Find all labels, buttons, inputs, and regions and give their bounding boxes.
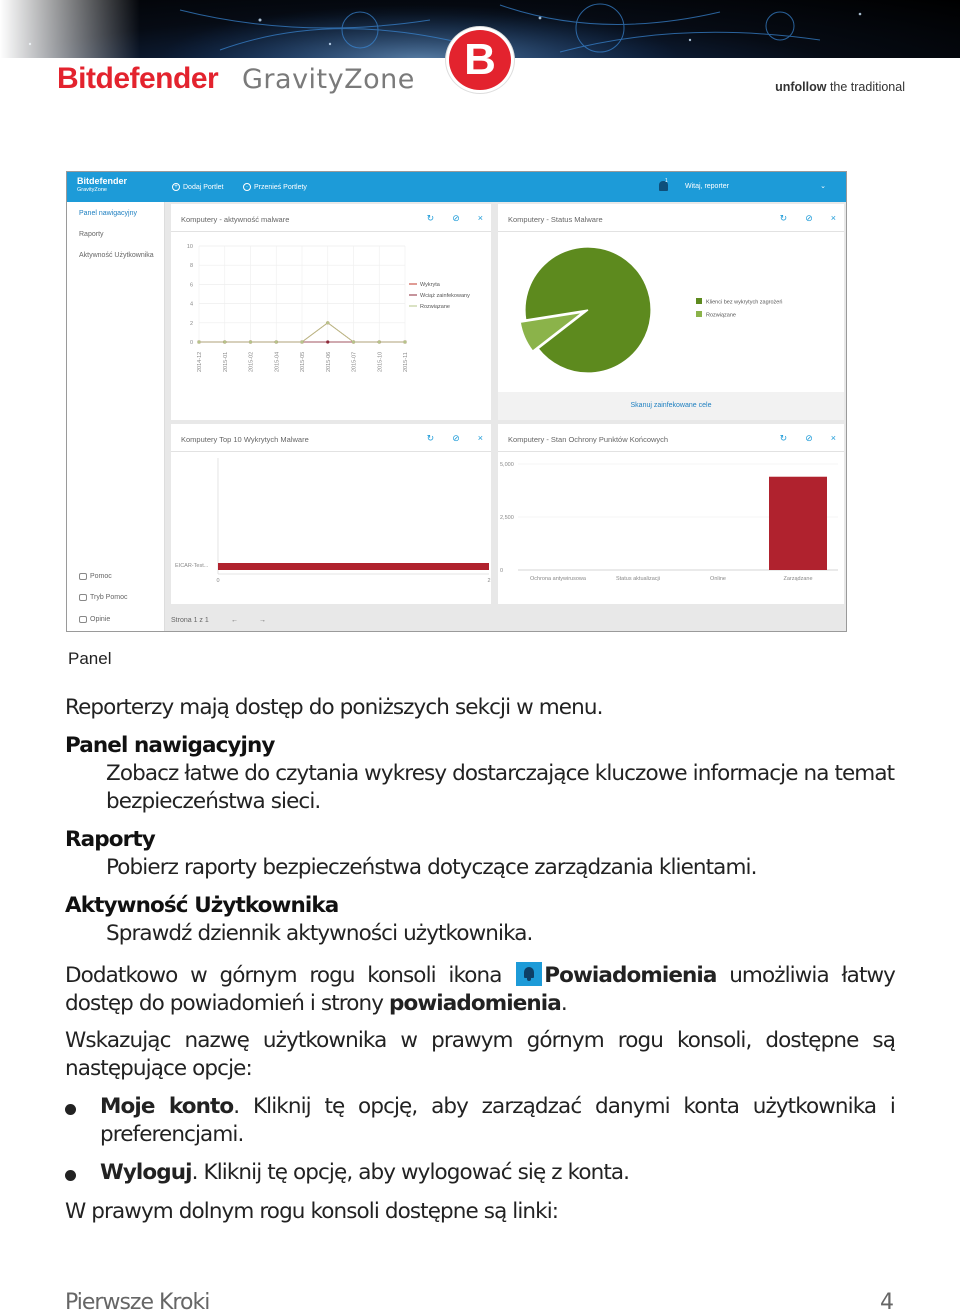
tagline bbox=[775, 80, 905, 94]
x-tick-label: 2014-12 bbox=[197, 351, 203, 372]
data-point bbox=[326, 340, 329, 343]
console-sidebar bbox=[67, 202, 165, 632]
data-point bbox=[326, 321, 329, 324]
add-portlet-button[interactable] bbox=[172, 183, 223, 191]
tagline-bold: unfollow bbox=[775, 80, 827, 94]
y-tick-label: 6 bbox=[189, 282, 193, 289]
portlet-tools bbox=[427, 433, 483, 444]
sidebar-feedback-label: Opinie bbox=[90, 616, 111, 623]
headset-icon bbox=[79, 573, 87, 580]
portlet-title: Komputery - Stan Ochrony Punktów Końcowych bbox=[508, 435, 669, 444]
portlet-title: Komputery - Status Malware bbox=[508, 215, 603, 224]
y-tick-label: 2 bbox=[189, 320, 193, 327]
tagline-rest: the traditional bbox=[826, 80, 905, 94]
y-tick-label: 0 bbox=[189, 340, 193, 346]
category-label: Zarządzane bbox=[783, 576, 813, 582]
notif-mid: umożliwia łatwy dostęp do powiadomień i strony bbox=[65, 963, 895, 1016]
plus-icon: + bbox=[172, 183, 180, 191]
y-tick-label: 8 bbox=[189, 263, 193, 270]
portlet-malware-activity bbox=[171, 204, 491, 420]
bullet-text: . Kliknij tę opcję, aby zarządzać danymi konta użytkownika i preferencjami. bbox=[100, 1094, 895, 1147]
user-menu[interactable]: Witaj, reporter bbox=[685, 183, 729, 190]
brand-name: Bitdefender bbox=[57, 62, 219, 95]
category-label: Ochrona antywirusowa bbox=[530, 576, 586, 582]
refresh-icon[interactable]: ↻ bbox=[779, 433, 788, 443]
edit-icon[interactable]: ⊘ bbox=[452, 433, 460, 443]
portlet-header bbox=[171, 204, 491, 232]
close-icon[interactable]: × bbox=[477, 433, 483, 443]
category-label: Status aktualizacji bbox=[615, 576, 661, 582]
move-portlets-button[interactable] bbox=[243, 183, 307, 191]
console-topbar bbox=[67, 172, 846, 202]
edit-icon[interactable]: ⊘ bbox=[452, 213, 460, 223]
portlet-title: Komputery Top 10 Wykrytych Malware bbox=[181, 435, 309, 444]
y-tick-label: 10 bbox=[186, 244, 193, 250]
move-portlets-label: Przenieś Portlety bbox=[254, 183, 307, 191]
product-name: GravityZone bbox=[242, 64, 415, 95]
sidebar-help-label: Pomoc bbox=[90, 573, 112, 580]
footer-page-number: 4 bbox=[880, 1290, 894, 1314]
portlet-tools bbox=[780, 433, 836, 444]
term-reports: Raporty bbox=[65, 827, 155, 852]
legend-label: Wciąż zainfekowany bbox=[420, 293, 470, 299]
close-icon[interactable]: × bbox=[830, 433, 836, 443]
x-tick-label: 2015-10 bbox=[377, 351, 384, 372]
portlet-tools bbox=[427, 213, 483, 224]
data-point bbox=[378, 340, 381, 343]
chevron-down-icon[interactable]: ⌄ bbox=[820, 183, 826, 190]
console-pager bbox=[165, 610, 847, 632]
bullet-my-account bbox=[100, 1093, 895, 1149]
pie-slice bbox=[525, 247, 651, 373]
y-tick-label: 2,500 bbox=[500, 515, 514, 521]
x-tick-label: 2015-11 bbox=[403, 352, 409, 372]
notifications-paragraph bbox=[65, 962, 895, 1018]
bullet-dot bbox=[65, 1170, 76, 1181]
portlet-tools bbox=[780, 213, 836, 224]
edit-icon[interactable]: ⊘ bbox=[805, 213, 813, 223]
footer-section-title: Pierwsze Kroki bbox=[65, 1290, 210, 1314]
refresh-icon[interactable]: ↻ bbox=[426, 433, 435, 443]
console-screenshot bbox=[66, 171, 847, 632]
sidebar-help-mode[interactable] bbox=[79, 594, 127, 601]
close-icon[interactable]: × bbox=[477, 213, 483, 223]
figure-caption: Panel bbox=[68, 649, 112, 668]
x-tick-label: 2015-05 bbox=[300, 351, 306, 372]
def-user-activity: Sprawdź dziennik aktywności użytkownika. bbox=[106, 921, 533, 946]
y-tick-label: 0 bbox=[500, 568, 504, 574]
portlet-title: Komputery - aktywność malware bbox=[181, 215, 290, 224]
bullet-logout bbox=[100, 1159, 895, 1187]
close-icon[interactable]: × bbox=[830, 213, 836, 223]
category-label: EICAR-Test... bbox=[175, 563, 209, 569]
portlet-header bbox=[498, 424, 844, 452]
bitdefender-logo: B bbox=[446, 27, 514, 93]
data-point bbox=[352, 340, 355, 343]
pager-prev-button[interactable]: ← bbox=[231, 617, 238, 624]
feedback-icon bbox=[79, 616, 87, 623]
notif-bold-1: Powiadomienia bbox=[544, 963, 717, 988]
bell-icon bbox=[516, 962, 542, 986]
legend-label: Rozwiązane bbox=[706, 312, 736, 319]
bar bbox=[218, 563, 489, 570]
refresh-icon[interactable]: ↻ bbox=[426, 213, 435, 223]
pie-chart bbox=[498, 232, 844, 392]
legend-label: Rozwiązane bbox=[420, 304, 450, 310]
data-point bbox=[249, 340, 252, 343]
help-mode-icon bbox=[79, 594, 87, 601]
y-tick-label: 4 bbox=[189, 301, 193, 308]
portlet-malware-status bbox=[498, 204, 844, 420]
data-point bbox=[403, 340, 406, 343]
legend-swatch bbox=[696, 298, 702, 304]
notif-bold-2: powiadomienia bbox=[388, 991, 561, 1016]
line-chart bbox=[171, 232, 491, 420]
links-paragraph: W prawym dolnym rogu konsoli dostępne są linki: bbox=[65, 1199, 559, 1224]
intro-paragraph: Reporterzy mają dostęp do poniższych sekcji w menu. bbox=[65, 695, 603, 720]
sidebar-item-dashboard[interactable]: Panel nawigacyjny bbox=[79, 210, 137, 217]
bullet-bold: Moje konto bbox=[100, 1094, 234, 1119]
x-tick-label: 2015-02 bbox=[248, 351, 255, 372]
portlet-top10-malware bbox=[171, 424, 491, 604]
sidebar-item-reports[interactable]: Raporty bbox=[79, 231, 104, 238]
legend-swatch bbox=[696, 311, 702, 317]
x-tick-label: 2 bbox=[487, 578, 491, 584]
data-point bbox=[275, 340, 278, 343]
x-tick-label: 2015-07 bbox=[351, 351, 358, 372]
def-reports: Pobierz raporty bezpieczeństwa dotyczące zarządzania klientami. bbox=[106, 855, 757, 880]
portlet-link-bar bbox=[498, 392, 844, 420]
def-dashboard: Zobacz łatwe do czytania wykresy dostarczające kluczowe informacje na temat bezpieczeństwa sieci. bbox=[106, 761, 895, 814]
x-tick-label: 2015-01 bbox=[222, 351, 229, 372]
bullet-text: . Kliknij tę opcję, aby wylogować się z konta. bbox=[191, 1160, 630, 1185]
scan-infected-link[interactable]: Skanuj zainfekowane cele bbox=[630, 402, 712, 409]
console-logo-text: Bitdefender bbox=[77, 176, 128, 186]
console-logo-sub: GravityZone bbox=[77, 187, 107, 193]
edit-icon[interactable]: ⊘ bbox=[805, 433, 813, 443]
portlet-endpoint-protection bbox=[498, 424, 844, 604]
x-tick-label: 2015-06 bbox=[325, 351, 332, 372]
term-dashboard: Panel nawigacyjny bbox=[65, 733, 275, 758]
notif-pre: Dodatkowo w górnym rogu konsoli ikona bbox=[65, 963, 515, 988]
notif-post: . bbox=[560, 991, 567, 1016]
x-tick-label: 0 bbox=[216, 578, 220, 584]
data-point bbox=[223, 340, 226, 343]
refresh-icon[interactable]: ↻ bbox=[779, 213, 788, 223]
x-tick-label: 2015-04 bbox=[274, 351, 281, 372]
sidebar-item-user-activity[interactable]: Aktywność Użytkownika bbox=[79, 252, 154, 259]
legend-label: Klienci bez wykrytych zagrożeń bbox=[706, 299, 783, 306]
legend-label: Wykryta bbox=[420, 282, 440, 288]
bullet-dot bbox=[65, 1104, 76, 1115]
sidebar-help-mode-label: Tryb Pomoc bbox=[90, 594, 128, 601]
y-tick-label: 5,000 bbox=[500, 462, 514, 468]
move-icon: · bbox=[243, 183, 251, 191]
hbar-chart bbox=[171, 452, 491, 604]
category-label: Online bbox=[710, 576, 726, 582]
data-point bbox=[197, 340, 200, 343]
data-point bbox=[300, 340, 303, 343]
notification-count: 1 bbox=[665, 178, 668, 184]
bullet-bold: Wyloguj bbox=[100, 1160, 192, 1185]
pager-next-button[interactable]: → bbox=[259, 617, 266, 624]
pager-text: Strona 1 z 1 bbox=[171, 617, 209, 624]
portlet-header bbox=[498, 204, 844, 232]
sidebar-feedback[interactable] bbox=[79, 616, 110, 623]
portlet-header bbox=[171, 424, 491, 452]
term-user-activity: Aktywność Użytkownika bbox=[65, 893, 339, 918]
add-portlet-label: Dodaj Portlet bbox=[183, 183, 224, 191]
vbar-chart bbox=[498, 452, 844, 604]
console-logo bbox=[77, 177, 127, 195]
user-menu-paragraph: Wskazując nazwę użytkownika w prawym górnym rogu konsoli, dostępne są następujące opcje: bbox=[65, 1028, 895, 1081]
sidebar-help[interactable] bbox=[79, 573, 112, 580]
bar bbox=[769, 477, 827, 570]
